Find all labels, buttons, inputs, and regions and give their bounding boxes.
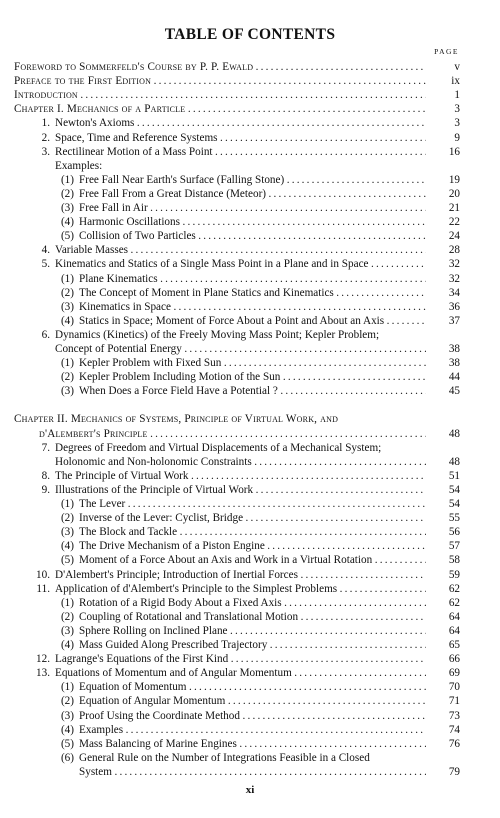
toc-entry-title: Preface to the First Edition . . . (14, 74, 426, 88)
toc-entry (0, 469, 500, 483)
toc-entry-title: Free Fall Near Earth's Surface (Falling Stone) . . . (79, 173, 426, 187)
toc-entry (0, 610, 500, 624)
toc-entry-number: (4) (60, 723, 74, 736)
toc-entry-page: 54 (448, 483, 460, 496)
toc-entry-page: 32 (448, 272, 460, 285)
toc-entry (0, 314, 500, 328)
toc-entry-page: 59 (448, 568, 460, 581)
toc-entry-number: (1) (60, 498, 74, 510)
toc-entry (0, 638, 500, 652)
toc-entry-title: Mass Guided Along Prescribed Trajectory . . . (79, 638, 426, 652)
toc-entry-page: 32 (448, 258, 460, 271)
toc-entry-title: Illustrations of the Principle of Virtual Work . . . (55, 483, 426, 497)
toc-entry-number: (5) (60, 230, 74, 243)
toc-entry-title: Application of d'Alembert's Principle to the Simplest Problems . . . (55, 582, 426, 596)
toc-entry-title: Moment of a Force About an Axis and Work in a Virtual Rotation . . . (79, 553, 426, 567)
toc-entry-title: Collision of Two Particles . . . (79, 229, 426, 243)
toc-entry-title: Equations of Momentum and of Angular Momentum . . . (55, 666, 426, 680)
toc-entry-title: System . . . (79, 765, 426, 779)
toc-entry-title: Kepler Problem with Fixed Sun . . . (79, 356, 426, 370)
toc-entry (0, 215, 500, 229)
toc-entry (0, 624, 500, 638)
toc-entry-page: 65 (448, 639, 460, 651)
toc-entry-page: 48 (448, 427, 460, 440)
toc-entry-page: 66 (448, 653, 460, 666)
toc-entry (0, 539, 500, 553)
toc-entry (0, 243, 500, 257)
toc-entry-title: Rectilinear Motion of a Mass Point . . . (55, 145, 426, 159)
toc-entry-number: 8. (41, 469, 50, 482)
toc-entry-title: Coupling of Rotational and Translational Motion . . . (79, 610, 426, 624)
toc-entry-title: Sphere Rolling on Inclined Plane . . . (79, 624, 426, 638)
toc-entry (0, 412, 500, 426)
toc-entry (0, 427, 500, 441)
toc-entry (0, 553, 500, 567)
toc-entry-number: (4) (60, 540, 74, 553)
toc-entry-title: Examples . . . (79, 723, 426, 737)
toc-entry-number: (3) (60, 385, 74, 398)
toc-entry-number: (3) (60, 202, 74, 214)
toc-entry-title: Statics in Space; Moment of Force About a Point and About an Axis . . . (79, 314, 426, 328)
toc-entry-title: Examples: (55, 159, 103, 172)
toc-entry-number: (3) (60, 709, 74, 722)
toc-entry-title: Equation of Momentum . . . (79, 680, 426, 694)
toc-entry-title: Variable Masses . . . (55, 243, 426, 257)
toc-entry-title: Plane Kinematics . . . (79, 272, 426, 286)
toc-entry-title: Newton's Axioms . . . (55, 116, 426, 130)
toc-entry-title: Free Fall From a Great Distance (Meteor) . . . (79, 187, 426, 201)
toc-entry (0, 74, 500, 88)
toc-entry (0, 596, 500, 610)
toc-entry-number: (4) (60, 216, 74, 229)
page-title: TABLE OF CONTENTS (164, 26, 336, 43)
toc-entry (0, 286, 500, 300)
toc-entry-page: 70 (448, 681, 460, 694)
toc-entry-title: Inverse of the Lever: Cyclist, Bridge . . . (79, 511, 426, 525)
toc-entry-page: 21 (448, 202, 460, 214)
toc-entry (0, 102, 500, 116)
toc-entry (0, 60, 500, 74)
toc-entry (0, 342, 500, 356)
toc-entry (0, 483, 500, 497)
toc-entry-title: Chapter I. Mechanics of a Particle . . . (14, 102, 426, 116)
toc-entry-title: The Block and Tackle . . . (79, 525, 426, 539)
toc-entry (0, 525, 500, 539)
toc-entry (0, 723, 500, 737)
toc-entry-page: 3 (454, 103, 460, 116)
toc-entry-page: 36 (448, 300, 460, 313)
toc-entry-title: Lagrange's Equations of the First Kind . . . (55, 652, 426, 666)
toc-entry (0, 652, 500, 666)
toc-entry-page: 28 (448, 244, 460, 257)
toc-entry (0, 229, 500, 243)
toc-entry-title: The Concept of Moment in Plane Statics and Kinematics . . . (79, 286, 426, 300)
toc-entry-number: (5) (60, 554, 74, 567)
toc-entry-page: 38 (448, 343, 460, 355)
toc-entry-page: ix (451, 75, 460, 88)
toc-entry-title: Concept of Potential Energy . . . (55, 342, 426, 356)
toc-entry-page: 45 (448, 385, 460, 398)
toc-entry-number: 7. (41, 441, 50, 454)
page-number: xi (245, 784, 255, 796)
toc-entry-page: 34 (448, 286, 460, 299)
toc-entry-number: (5) (60, 737, 74, 750)
toc-entry-number: 12. (36, 653, 50, 666)
toc-entry-page: 54 (448, 498, 460, 510)
toc-entry (0, 384, 500, 398)
toc-entry-title: Equation of Angular Momentum . . . (79, 694, 426, 708)
toc-entry-number: (1) (60, 596, 74, 609)
toc-entry-title: Kinematics and Statics of a Single Mass Point in a Plane and in Space . . . (55, 257, 426, 271)
toc-entry-title: Space, Time and Reference Systems . . . (55, 131, 426, 145)
toc-entry-number: (2) (60, 695, 74, 708)
toc-entry (0, 709, 500, 723)
toc-entry-page: 38 (448, 357, 460, 370)
toc-entry-number: 1. (41, 117, 50, 130)
toc-entry-page: 79 (448, 765, 460, 778)
toc-entry-title: Mass Balancing of Marine Engines . . . (79, 737, 426, 751)
toc-entry-number: 5. (41, 258, 50, 271)
toc-entry-page: 19 (448, 173, 460, 186)
toc-entry-number: (2) (60, 610, 74, 623)
toc-entry (0, 88, 500, 102)
toc-entry-page: 22 (448, 216, 460, 229)
toc-entry-title: When Does a Force Field Have a Potential ? . . . (79, 384, 426, 398)
toc-entry-number: 3. (41, 145, 50, 158)
toc-entry (0, 187, 500, 201)
toc-entry-page: 62 (448, 596, 460, 609)
toc-entry-page: 76 (448, 737, 460, 750)
toc-entry-page: 58 (448, 554, 460, 567)
toc-entry-number: (2) (60, 371, 74, 384)
toc-entry-number: 4. (41, 244, 50, 257)
toc-entry-title: Foreword to Sommerfeld's Course by P. P. Ewald . . . (14, 60, 426, 74)
toc-entry-page: 37 (448, 314, 460, 327)
toc-entry-title: Chapter II. Mechanics of Systems, Principle of Virtual Work, and (14, 413, 339, 426)
toc-entry-title: Holonomic and Non-holonomic Constraints . . . (55, 455, 426, 469)
toc-entry-title: Proof Using the Coordinate Method . . . (79, 709, 426, 723)
toc-entry-number: (3) (60, 624, 74, 637)
toc-entry (0, 370, 500, 384)
toc-entry-title: Rotation of a Rigid Body About a Fixed Axis . . . (79, 596, 426, 610)
toc-entry-number: (2) (60, 286, 74, 299)
toc-entry-page: 69 (448, 667, 460, 680)
toc-entry (0, 694, 500, 708)
toc-entry-page: 64 (448, 610, 460, 623)
toc-entry-page: 9 (454, 131, 460, 144)
toc-entry (0, 441, 500, 455)
toc-entry-page: 74 (448, 723, 460, 736)
toc-entry (0, 680, 500, 694)
toc-entry-title: The Lever . . . (79, 497, 426, 511)
toc-entry (0, 497, 500, 511)
toc-entry-number: (1) (60, 357, 74, 370)
toc-entry-page: 64 (448, 624, 460, 637)
toc-entry-number: (1) (60, 272, 74, 285)
toc-entry-title: Degrees of Freedom and Virtual Displacements of a Mechanical System; (55, 441, 382, 454)
toc-entry-title: D'Alembert's Principle; Introduction of Inertial Forces . . . (55, 568, 426, 582)
toc-entry-page: 48 (448, 455, 460, 468)
toc-entry-number: 13. (36, 667, 50, 680)
toc-entry (0, 666, 500, 680)
toc-entry (0, 131, 500, 145)
toc-entry (0, 201, 500, 215)
toc-entry-page: 62 (448, 582, 460, 595)
toc-entry-number: 11. (36, 582, 50, 595)
toc-entry (0, 582, 500, 596)
toc-entry (0, 568, 500, 582)
toc-entry-number: (1) (60, 681, 74, 694)
toc-entry (0, 173, 500, 187)
toc-entry-number: (3) (60, 300, 74, 313)
toc-entry (0, 751, 500, 765)
toc-entry-number: (4) (60, 639, 74, 651)
toc-entry-title: Introduction . . . (14, 88, 426, 102)
toc-entry-page: 55 (448, 512, 460, 525)
toc-entry (0, 455, 500, 469)
toc-entry-title: Kepler Problem Including Motion of the Sun . . . (79, 370, 426, 384)
toc-entry-page: 51 (448, 469, 460, 482)
toc-entry-title: General Rule on the Number of Integrations Feasible in a Closed (79, 751, 370, 764)
toc-entry (0, 511, 500, 525)
toc-entry-title: d'Alembert's Principle . . . (39, 427, 426, 441)
toc-entry-number: 2. (41, 131, 50, 144)
toc-entry (0, 116, 500, 130)
toc-entry (0, 145, 500, 159)
toc-entry (0, 159, 500, 173)
toc-entry-number: (6) (60, 751, 74, 764)
toc-entry-page: 73 (448, 709, 460, 722)
toc-entry-page: 71 (448, 695, 460, 708)
toc-entry (0, 328, 500, 342)
toc-entry-title: Free Fall in Air . . . (79, 201, 426, 215)
toc-entry-page: 44 (448, 371, 460, 384)
toc-entry-number: (1) (60, 173, 74, 186)
toc-entry (0, 257, 500, 271)
toc-entry (0, 300, 500, 314)
toc-entry (0, 737, 500, 751)
toc-entry-number: 9. (41, 483, 50, 496)
toc-entry-number: (2) (60, 512, 74, 525)
toc-entry-title: The Drive Mechanism of a Piston Engine . . . (79, 539, 426, 553)
toc-entry (0, 272, 500, 286)
toc-entry-title: Dynamics (Kinetics) of the Freely Moving Mass Point; Kepler Problem; (55, 328, 380, 341)
toc-entry-page: 1 (454, 89, 460, 102)
toc-entry-number: (4) (60, 314, 74, 327)
toc-entry-page: 3 (454, 117, 460, 130)
toc-entry-number: 10. (36, 568, 50, 581)
page-column-label: PAGE (434, 47, 459, 56)
toc-entry-page: 57 (448, 540, 460, 553)
toc-entry (0, 765, 500, 779)
toc-entry-number: (3) (60, 526, 74, 539)
toc-entry-page: 16 (448, 145, 460, 158)
toc-entry-page: v (454, 61, 460, 73)
toc-entry-title: Kinematics in Space . . . (79, 300, 426, 314)
toc-entry-page: 56 (448, 526, 460, 539)
toc-entry-page: 24 (448, 230, 460, 243)
toc-entry-title: The Principle of Virtual Work . . . (55, 469, 426, 483)
toc-entry-title: Harmonic Oscillations . . . (79, 215, 426, 229)
toc-entry-page: 20 (448, 187, 460, 200)
toc-entry-number: 6. (41, 328, 50, 341)
toc-entry (0, 356, 500, 370)
toc-entry-number: (2) (60, 187, 74, 200)
